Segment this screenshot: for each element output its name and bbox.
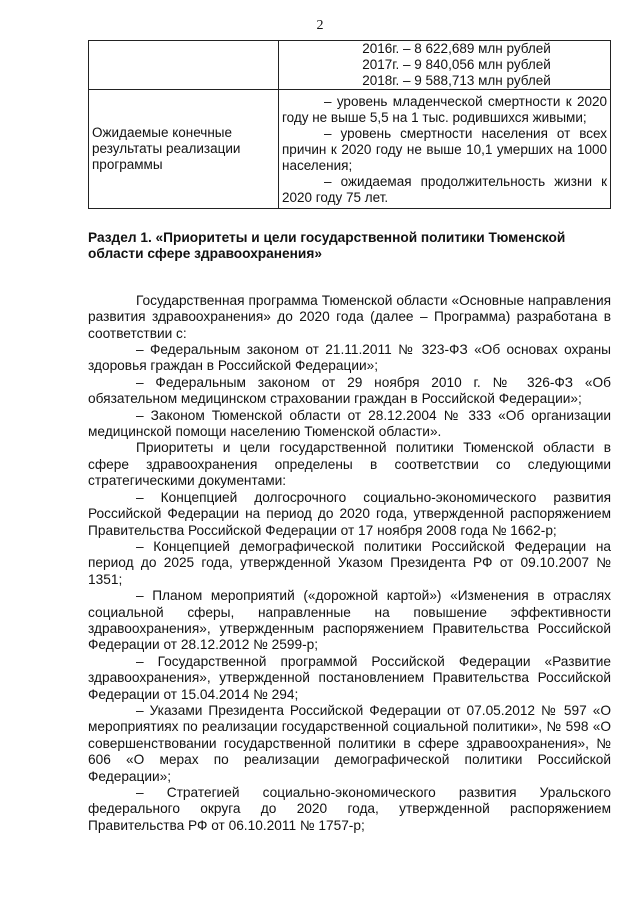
list-item: – Федеральным законом от 21.11.2011 № 323-ФЗ «Об основах охраны здоровья граждан в Российской Федерации»; [88,342,611,374]
paragraph: Государственная программа Тюменской области «Основные направления развития здравоохранения» до 2020 года (далее – Программа) разработана в соответствии с: [88,292,611,341]
program-passport-table [88,40,611,209]
budget-row [89,41,611,90]
page-number: 2 [316,18,324,33]
list-item: – Планом мероприятий («дорожной картой») «Изменения в отраслях социальной сферы, направленные на повышение эффективности здравоохранения», утвержденным распоряжением Правительства Российской Федерации от 28.12.2012 № 2599-р; [88,588,611,653]
section-heading: Раздел 1. «Приоритеты и цели государственной политики Тюменской области сфере здравоохранения» [88,230,566,262]
list-item: – Указами Президента Российской Федерации от 07.05.2012 № 597 «О мероприятиях по реализации государственной социальной политики», № 598 «О совершенствовании государственной политики в сфере здравоохранения», № 606 «О мерах по реализации демографической политики Российской Федерации»; [88,702,611,784]
budget-line-2017: 2017г. – 9 840,056 млн рублей [362,57,551,72]
budget-label-cell [89,41,279,90]
budget-values-cell [279,41,611,90]
list-item: – Законом Тюменской области от 28.12.2004 № 333 «Об организации медицинской помощи населению Тюменской области». [88,407,611,440]
section-1 [88,230,611,834]
budget-line-2016: 2016г. – 8 622,689 млн рублей [362,41,551,56]
results-label: Ожидаемые конечные результаты реализации программы [89,90,279,209]
list-item: – Концепцией долгосрочного социально-экономического развития Российской Федерации на период до 2020 года, утвержденной распоряжением Правительства Российской Федерации от 17 ноября 2008 года № 1662-р; [88,489,611,538]
list-item: – Стратегией социально-экономического развития Уральского федерального округа до 2020 года, утвержденной распоряжением Правительства РФ от 06.10.2011 № 1757-р; [88,785,611,833]
list-item: – Федеральным законом от 29 ноября 2010 г. № 326-ФЗ «Об обязательном медицинском страховании граждан в Российской Федерации»; [88,374,611,407]
budget-line-2018: 2018г. – 9 588,713 млн рублей [362,73,551,88]
results-values-cell [279,90,611,209]
list-item: – Государственной программой Российской Федерации «Развитие здравоохранения», утвержденной постановлением Правительства Российской Федерации от 15.04.2014 № 294; [88,653,611,702]
list-item: – Концепцией демографической политики Российской Федерации на период до 2025 года, утвержденной Указом Президента РФ от 09.10.2007 № 1351; [88,538,611,587]
result-item-life-expectancy: – ожидаемая продолжительность жизни к 2020 году 75 лет. [282,174,607,205]
paragraph: Приоритеты и цели государственной политики Тюменской области в сфере здравоохранения определены в соответствии со следующими стратегическими документами: [88,440,611,489]
result-item-mortality: – уровень смертности населения от всех причин к 2020 году не выше 10,1 умерших на 1000 населения; [282,126,607,173]
results-row [89,90,611,209]
result-item-infant-mortality: – уровень младенческой смертности к 2020 году не выше 5,5 на 1 тыс. родившихся живыми; [282,94,607,125]
